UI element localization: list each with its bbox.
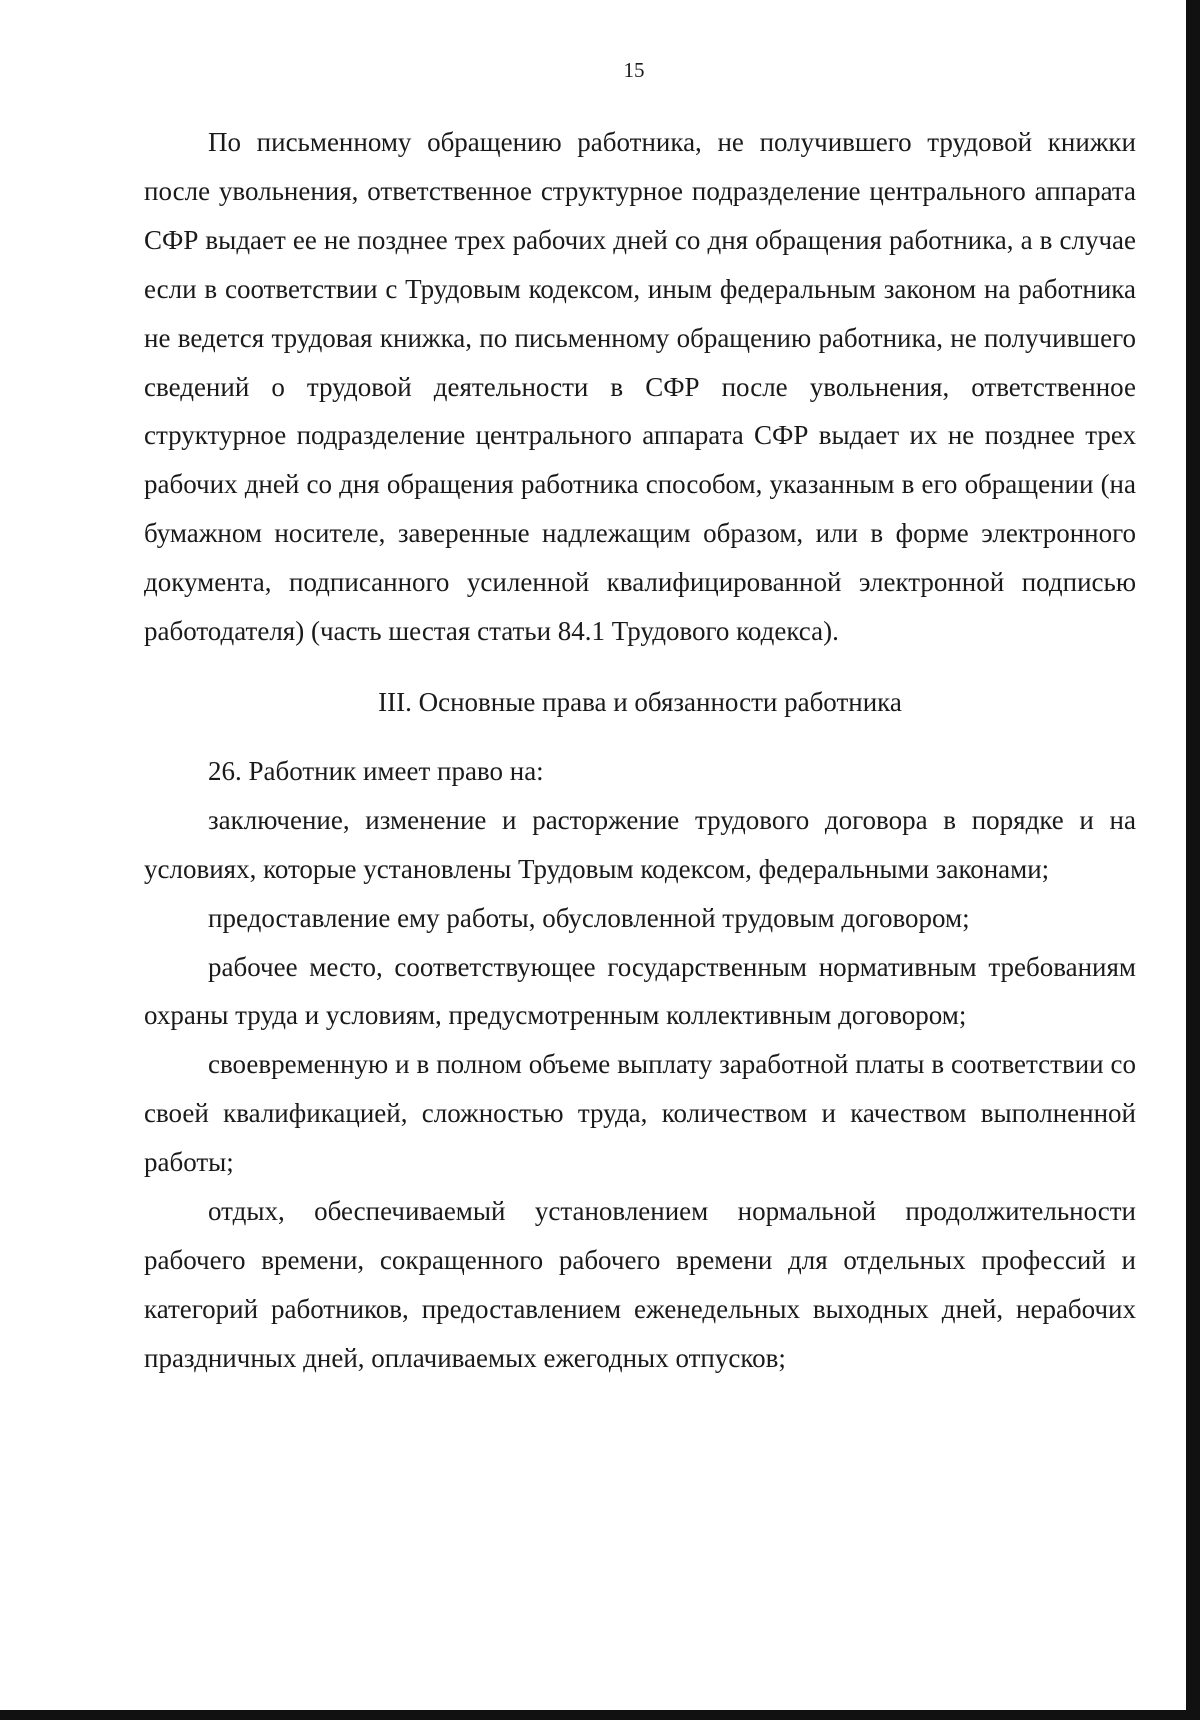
paragraph-right-salary: своевременную и в полном объеме выплату заработной платы в соответствии со своей квалификацией, сложностью труда, количеством и качеством выполненной работы; xyxy=(144,1049,1136,1178)
section-heading: III. Основные права и обязанности работника xyxy=(378,686,902,717)
document-body xyxy=(144,118,1136,1383)
paragraph-right-contract: заключение, изменение и расторжение трудового договора в порядке и на условиях, которые установлены Трудовым кодексом, федеральными законами; xyxy=(144,804,1136,884)
page-number: 15 xyxy=(623,58,645,82)
paragraph-right-work: предоставление ему работы, обусловленной трудовым договором; xyxy=(208,902,970,933)
paragraph-right-rest: отдых, обеспечиваемый установлением нормальной продолжительности рабочего времени, сокращенного рабочего времени для отдельных профессий и категорий работников, предоставлением еженедельных выходных дней, нерабочих праздничных дней, оплачиваемых ежегодных отпусков; xyxy=(144,1196,1136,1373)
paragraph-item-26: 26. Работник имеет право на: xyxy=(208,755,544,786)
paragraph-work-book: По письменному обращению работника, не получившего трудовой книжки после увольнения, ответственное структурное подразделение центрального аппарата СФР выдает ее не позднее трех рабочих дней со дня обращения работника, а в случае если в соответствии с Трудовым кодексом, иным федеральным законом на работника не ведется трудовая книжка, по письменному обращению работника, не получившего сведений о трудовой деятельности в СФР после увольнения, ответственное структурное подразделение центрального аппарата СФР выдает их не позднее трех рабочих дней со дня обращения работника способом, указанным в его обращении (на бумажном носителе, заверенные надлежащим образом, или в форме электронного документа, подписанного усиленной квалифицированной электронной подписью работодателя) (часть шестая статьи 84.1 Трудового кодекса). xyxy=(144,127,1136,647)
scan-border-right xyxy=(1186,0,1200,1720)
scan-border-bottom xyxy=(0,1710,1200,1720)
paragraph-right-workplace: рабочее место, соответствующее государственным нормативным требованиям охраны труда и условиям, предусмотренным коллективным договором; xyxy=(144,951,1136,1031)
